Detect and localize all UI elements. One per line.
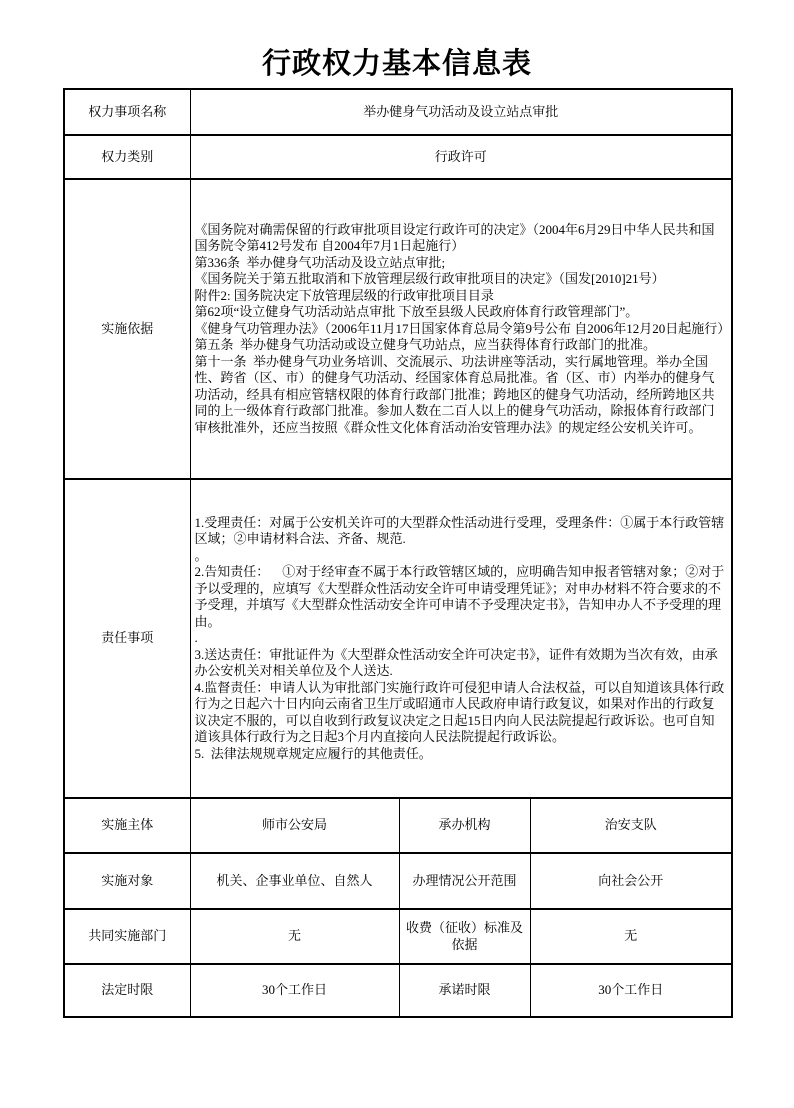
row-implementing-body [64,798,732,853]
handling-agency-label: 承办机构 [399,798,530,853]
disclosure-scope-value: 向社会公开 [530,853,732,909]
implementing-body-label: 实施主体 [64,798,190,853]
paragraph-line: 《健身气功管理办法》（2006年11月17日国家体育总局令第9号公布 自2006年12月20日起施行） [194,320,731,336]
paragraph-line: 5. 法律法规规章规定应履行的其他责任。 [194,745,432,761]
power-item-name-label: 权力事项名称 [64,89,190,135]
paragraph-line: 第五条 举办健身气功活动或设立健身气功站点，应当获得体育行政部门的批准。 [194,337,657,353]
paragraph-line: 2.告知责任： ①对于经审查不属于本行政管辖区域的，应明确告知申报者管辖对象；②对于予以受理的，应填写《大型群众性活动安全许可申请受理凭证》；对申办材料不符合要求的不予受理，并填写《大型群众性活动安全许可申请不予受理决定书》，告知申办人不予受理的理由。 [194,564,725,629]
document-title: 行政权力基本信息表 [261,48,532,80]
handling-agency-value: 治安支队 [530,798,732,853]
row-implementation-target [64,853,732,909]
fee-standard-value: 无 [530,909,732,964]
statutory-time-limit-value: 30个工作日 [190,964,399,1017]
paragraph-line: 附件2: 国务院决定下放管理层级的行政审批项目目录 [194,287,494,303]
responsibility-items-content [190,479,732,798]
implementation-target-label: 实施对象 [64,853,190,909]
power-category-label: 权力类别 [64,135,190,179]
joint-departments-value: 无 [190,909,399,964]
row-implementation-basis [64,179,732,479]
implementation-basis-label: 实施依据 [64,179,190,479]
paragraph-line: 第336条 举办健身气功活动及设立站点审批; [194,254,446,270]
power-item-name-value: 举办健身气功活动及设立站点审批 [190,89,732,135]
responsibility-items-label: 责任事项 [64,479,190,798]
fee-standard-label: 收费（征收）标准及依据 [399,909,530,964]
power-category-value: 行政许可 [190,135,732,179]
disclosure-scope-label: 办理情况公开范围 [399,853,530,909]
implementation-target-value: 机关、企事业单位、自然人 [190,853,399,909]
implementing-body-value: 师市公安局 [190,798,399,853]
row-power-item-name [64,89,732,135]
paragraph-line: 第十一条 举办健身气功业务培训、交流展示、功法讲座等活动，实行属地管理。举办全国性、跨省（区、市）的健身气功活动、经国家体育总局批准。省（区、市）内举办的健身气功活动，经具有相应管辖权限的体育行政部门批准；跨地区的健身气功活动，经所跨地区共同的上一级体育行政部门批准。参加人数在二百人以上的健身气功活动，除报体育行政部门审核批准外，还应当按照《群众性文化体育活动治安管理办法》的规定经公安机关许可。 [194,353,715,435]
joint-departments-label: 共同实施部门 [64,909,190,964]
paragraph-line: 。 [194,547,208,563]
statutory-time-limit-label: 法定时限 [64,964,190,1017]
paragraph-line: 1.受理责任：对属于公安机关许可的大型群众性活动进行受理，受理条件：①属于本行政管辖区域；②申请材料合法、齐备、规范. [194,514,725,547]
paragraph-line: 第62项“设立健身气功活动站点审批 下放至县级人民政府体育行政管理部门”。 [194,304,639,320]
paragraph-line: 《国务院对确需保留的行政审批项目设定行政许可的决定》（2004年6月29日中华人民共和国国务院令第412号发布 自2004年7月1日起施行） [194,221,715,254]
paragraph-line: . [194,630,198,646]
promised-time-limit-value: 30个工作日 [530,964,732,1017]
paragraph-line: 4.监督责任：申请人认为审批部门实施行政许可侵犯申请人合法权益，可以自知道该具体行政行为之日起六十日内向云南省卫生厅或昭通市人民政府申请行政复议，如果对作出的行政复议决定不服的，可以自收到行政复议决定之日起15日内向人民法院提起行政诉讼。也可自知道该具体行政行为之日起3个月内直接向人民法院提起行政诉讼。 [194,679,725,745]
row-responsibility-items [64,479,732,798]
row-joint-departments [64,909,732,964]
implementation-basis-content [190,179,732,479]
paragraph-line: 《国务院关于第五批取消和下放管理层级行政审批项目的决定》（国发[2010]21号） [194,271,665,287]
paragraph-line: 3.送达责任：审批证件为《大型群众性活动安全许可决定书》，证件有效期为当次有效，由承办公安机关对相关单位及个人送达. [194,646,718,679]
info-table [63,88,733,1018]
row-power-category [64,135,732,179]
promised-time-limit-label: 承诺时限 [399,964,530,1017]
row-statutory-time-limit [64,964,732,1017]
